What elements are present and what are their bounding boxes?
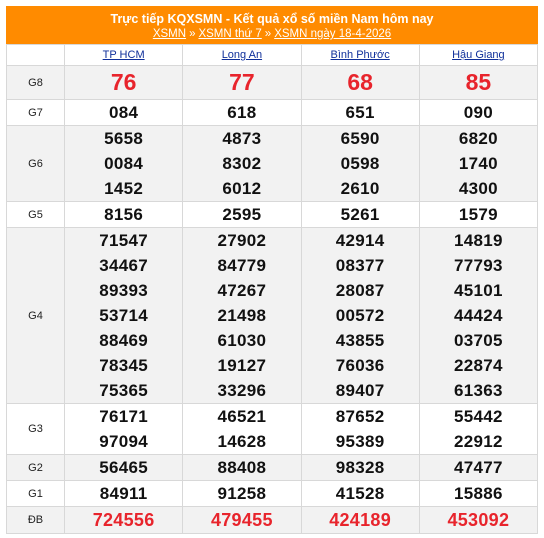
prize-number: 4873 bbox=[222, 129, 262, 148]
prize-number: 71547 bbox=[99, 231, 149, 250]
prize-cell bbox=[301, 455, 419, 481]
prize-number: 14819 bbox=[453, 231, 503, 250]
prize-number: 618 bbox=[227, 103, 257, 122]
prize-number: 8156 bbox=[104, 205, 144, 224]
prize-cell bbox=[183, 126, 301, 202]
prize-cell bbox=[65, 481, 183, 507]
header-banner bbox=[6, 6, 538, 44]
prize-number: 78345 bbox=[99, 356, 149, 375]
prize-number: 6590 bbox=[340, 129, 380, 148]
prize-number: 2610 bbox=[340, 179, 380, 198]
prize-number: 22912 bbox=[453, 432, 503, 451]
prize-number: 4300 bbox=[458, 179, 498, 198]
prize-cell bbox=[183, 404, 301, 455]
page-title: Trực tiếp KQXSMN - Kết quả xổ số miền Nam hôm nay bbox=[110, 12, 434, 26]
prize-number: 76171 bbox=[99, 407, 149, 426]
prize-number: 084 bbox=[108, 103, 139, 122]
prize-number: 0598 bbox=[340, 154, 380, 173]
prize-label: G6 bbox=[7, 126, 65, 202]
prize-cell bbox=[183, 202, 301, 228]
prize-label: G7 bbox=[7, 100, 65, 126]
province-header-row bbox=[7, 45, 538, 66]
prize-number: 84779 bbox=[217, 256, 267, 275]
prize-number: 75365 bbox=[99, 381, 149, 400]
prize-number: 27902 bbox=[217, 231, 267, 250]
prize-cell bbox=[419, 66, 537, 100]
prize-cell bbox=[301, 66, 419, 100]
prize-number: 03705 bbox=[453, 331, 503, 350]
breadcrumb-separator: » bbox=[264, 28, 272, 40]
prize-number: 424189 bbox=[329, 510, 392, 530]
prize-label: G5 bbox=[7, 202, 65, 228]
prize-number: 651 bbox=[345, 103, 375, 122]
prize-label: G4 bbox=[7, 228, 65, 404]
results-table bbox=[6, 44, 538, 534]
prize-number: 22874 bbox=[453, 356, 503, 375]
prize-cell bbox=[301, 228, 419, 404]
prize-number: 88408 bbox=[217, 458, 267, 477]
prize-row-g7 bbox=[7, 100, 538, 126]
prize-cell bbox=[301, 481, 419, 507]
prize-row-g3 bbox=[7, 404, 538, 455]
results-widget bbox=[6, 6, 538, 534]
prize-row-g1 bbox=[7, 481, 538, 507]
prize-number: 2595 bbox=[222, 205, 262, 224]
prize-label: G3 bbox=[7, 404, 65, 455]
prize-cell bbox=[183, 481, 301, 507]
prize-number: 76036 bbox=[335, 356, 385, 375]
prize-cell bbox=[419, 100, 537, 126]
prize-number: 34467 bbox=[99, 256, 149, 275]
prize-number: 91258 bbox=[217, 484, 267, 503]
prize-number: 89393 bbox=[99, 281, 149, 300]
prize-row-db bbox=[7, 507, 538, 534]
prize-number: 98328 bbox=[335, 458, 385, 477]
prize-cell bbox=[65, 507, 183, 534]
prize-cell bbox=[419, 126, 537, 202]
prize-number: 1740 bbox=[458, 154, 498, 173]
prize-number: 77 bbox=[229, 69, 255, 95]
prize-cell bbox=[65, 126, 183, 202]
prize-cell bbox=[65, 100, 183, 126]
prize-label: G1 bbox=[7, 481, 65, 507]
prize-number: 08377 bbox=[335, 256, 385, 275]
prize-number: 5658 bbox=[104, 129, 144, 148]
prize-cell bbox=[419, 507, 537, 534]
prize-number: 43855 bbox=[335, 331, 385, 350]
prize-number: 8302 bbox=[222, 154, 262, 173]
prize-number: 47267 bbox=[217, 281, 267, 300]
prize-number: 33296 bbox=[217, 381, 267, 400]
prize-number: 090 bbox=[463, 103, 493, 122]
province-link-tp-hcm[interactable]: TP HCM bbox=[102, 49, 145, 61]
prize-number: 77793 bbox=[453, 256, 503, 275]
prize-label: G8 bbox=[7, 66, 65, 100]
prize-number: 76 bbox=[110, 69, 137, 95]
prize-number: 61363 bbox=[453, 381, 503, 400]
prize-number: 95389 bbox=[335, 432, 385, 451]
prize-cell bbox=[301, 507, 419, 534]
prize-row-g6 bbox=[7, 126, 538, 202]
prize-cell bbox=[419, 202, 537, 228]
prize-cell bbox=[419, 455, 537, 481]
prize-number: 453092 bbox=[447, 510, 510, 530]
prize-cell bbox=[301, 202, 419, 228]
breadcrumb-xsmn-date[interactable]: XSMN ngày 18-4-2026 bbox=[274, 28, 392, 40]
province-link-binh-phuoc[interactable]: Bình Phước bbox=[330, 49, 390, 61]
prize-row-g2 bbox=[7, 455, 538, 481]
prize-cell bbox=[65, 404, 183, 455]
prize-cell bbox=[183, 100, 301, 126]
prize-cell bbox=[183, 507, 301, 534]
prize-cell bbox=[65, 66, 183, 100]
prize-cell bbox=[183, 228, 301, 404]
prize-number: 19127 bbox=[217, 356, 267, 375]
prize-number: 21498 bbox=[217, 306, 267, 325]
prize-number: 00572 bbox=[335, 306, 385, 325]
corner-cell bbox=[7, 45, 65, 66]
prize-number: 724556 bbox=[92, 510, 155, 530]
prize-cell bbox=[301, 100, 419, 126]
prize-number: 6820 bbox=[458, 129, 498, 148]
prize-number: 14628 bbox=[217, 432, 267, 451]
prize-cell bbox=[65, 228, 183, 404]
breadcrumb-separator: » bbox=[189, 28, 196, 40]
prize-number: 44424 bbox=[453, 306, 503, 325]
prize-number: 56465 bbox=[99, 458, 149, 477]
prize-number: 87652 bbox=[335, 407, 385, 426]
prize-number: 479455 bbox=[210, 510, 273, 530]
prize-cell bbox=[419, 228, 537, 404]
prize-cell bbox=[183, 66, 301, 100]
prize-row-g5 bbox=[7, 202, 538, 228]
prize-cell bbox=[419, 404, 537, 455]
prize-number: 0084 bbox=[104, 154, 144, 173]
prize-cell bbox=[301, 404, 419, 455]
prize-cell bbox=[65, 455, 183, 481]
prize-label: ĐB bbox=[7, 507, 65, 534]
prize-number: 1579 bbox=[458, 205, 498, 224]
province-link-long-an[interactable]: Long An bbox=[221, 49, 263, 61]
prize-cell bbox=[65, 202, 183, 228]
prize-number: 97094 bbox=[99, 432, 149, 451]
prize-number: 53714 bbox=[99, 306, 149, 325]
prize-number: 6012 bbox=[222, 179, 262, 198]
prize-number: 45101 bbox=[453, 281, 503, 300]
breadcrumb-xsmn[interactable]: XSMN bbox=[152, 28, 187, 40]
prize-number: 42914 bbox=[335, 231, 385, 250]
breadcrumb bbox=[6, 27, 538, 41]
prize-number: 61030 bbox=[217, 331, 267, 350]
prize-number: 55442 bbox=[453, 407, 503, 426]
prize-cell bbox=[301, 126, 419, 202]
prize-cell bbox=[419, 481, 537, 507]
prize-row-g8 bbox=[7, 66, 538, 100]
province-link-hau-giang[interactable]: Hậu Giang bbox=[452, 49, 505, 61]
prize-cell bbox=[183, 455, 301, 481]
prize-number: 85 bbox=[465, 69, 492, 95]
prize-number: 41528 bbox=[335, 484, 385, 503]
prize-number: 28087 bbox=[335, 281, 385, 300]
prize-number: 5261 bbox=[340, 205, 380, 224]
prize-number: 15886 bbox=[453, 484, 503, 503]
prize-number: 68 bbox=[347, 69, 373, 95]
breadcrumb-xsmn-weekday[interactable]: XSMN thứ 7 bbox=[198, 28, 262, 40]
prize-number: 47477 bbox=[453, 458, 503, 477]
prize-number: 1452 bbox=[104, 179, 144, 198]
prize-number: 84911 bbox=[99, 484, 148, 503]
prize-number: 89407 bbox=[335, 381, 385, 400]
prize-label: G2 bbox=[7, 455, 65, 481]
prize-number: 88469 bbox=[99, 331, 149, 350]
prize-number: 46521 bbox=[217, 407, 267, 426]
prize-row-g4 bbox=[7, 228, 538, 404]
